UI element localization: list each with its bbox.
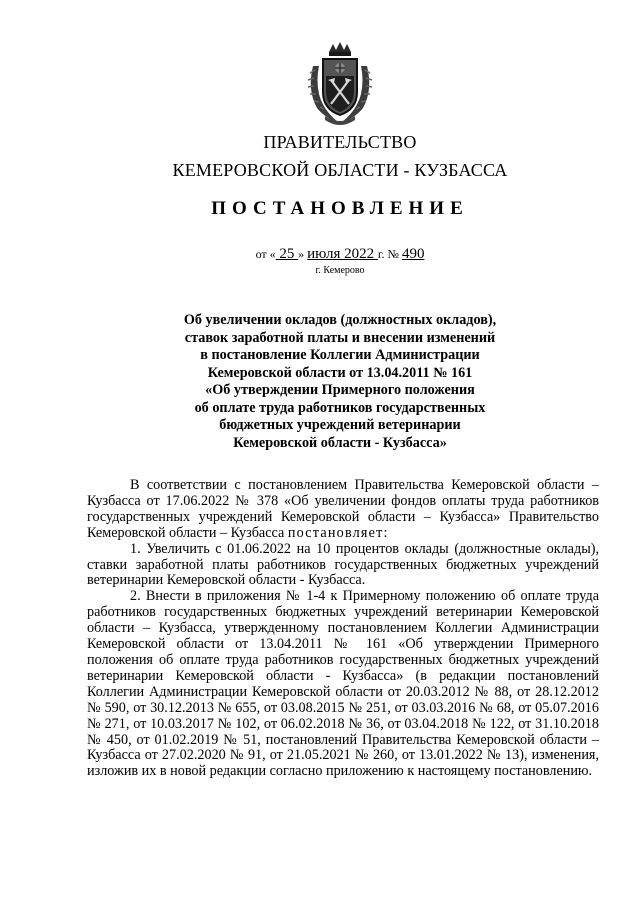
title-line: ставок заработной платы и внесении изменений	[184, 329, 496, 346]
date-quote-close: »	[298, 247, 308, 261]
paragraph-preamble	[87, 478, 599, 542]
date-day: 25	[275, 246, 299, 262]
document-number: 490	[401, 246, 425, 262]
government-title-line2: КЕМЕРОВСКОЙ ОБЛАСТИ - КУЗБАССА	[172, 160, 508, 180]
title-line: об оплате труда работников государственных	[194, 399, 486, 416]
paragraph-item-2: 2. Внести в приложения № 1-4 к Примерному положению об оплате труда работников государственных бюджетных учреждений ветеринарии Кемеровской области – Кузбасса, утвержденному постановлением Коллегии Администрации Кемеровской области от 13.04.2011 № 161 «Об утверждении Примерного положения об оплате труда работников государственных бюджетных учреждений ветеринарии Кемеровской области - Кузбасса» (в редакции постановлений Коллегии Администрации Кемеровской области от 20.03.2012 № 88, от 28.12.2012 № 590, от 30.12.2013 № 655, от 03.08.2015 № 251, от 03.03.2016 № 68, от 05.07.2016 № 271, от 10.03.2017 № 102, от 06.02.2018 № 36, от 03.04.2018 № 122, от 31.10.2018 № 450, от 01.02.2019 № 51, постановлений Правительства Кемеровской области – Кузбасса от 27.02.2020 № 91, от 21.05.2021 № 260, от 13.01.2022 № 13), изменения, изложив их в новой редакции согласно приложению к настоящему постановлению.	[87, 588, 599, 780]
date-year-suffix: г. №	[377, 247, 402, 261]
government-title-line1: ПРАВИТЕЛЬСТВО	[263, 132, 417, 152]
document-body	[87, 478, 599, 780]
title-line: бюджетных учреждений ветеринарии	[219, 417, 461, 433]
date-prefix: от «	[255, 247, 276, 261]
preamble-text: В соответствии с постановлением Правительства Кемеровской области – Кузбасса от 17.06.2022 № 378 «Об увеличении фондов оплаты труда работников государственных учреждений Кемеровской области – Кузбасса» Правительство Кемеровской области – Кузбасса	[87, 477, 599, 541]
title-line: в постановление Коллегии Администрации	[200, 347, 480, 363]
document-date-line	[20, 246, 640, 263]
title-line: Кемеровской области от 13.04.2011 № 161	[207, 364, 473, 381]
title-line: «Об утверждении Примерного положения	[205, 382, 475, 398]
document-city: г. Кемерово	[315, 265, 365, 276]
title-line: Об увеличении окладов (должностных окладов),	[183, 312, 497, 328]
title-line: Кемеровской области - Кузбасса»	[233, 434, 447, 451]
document-subject-title	[20, 312, 640, 452]
paragraph-item-1: 1. Увеличить с 01.06.2022 на 10 процентов оклады (должностные оклады), ставки заработной платы работников государственных бюджетных учреждений ветеринарии Кемеровской области - Кузбасса.	[87, 540, 599, 589]
document-type-heading: ПОСТАНОВЛЕНИЕ	[211, 198, 469, 219]
date-month-year: июля 2022	[307, 246, 378, 262]
preamble-keyword: постановляет:	[287, 524, 389, 541]
kuzbass-coat-of-arms-icon	[305, 40, 375, 126]
